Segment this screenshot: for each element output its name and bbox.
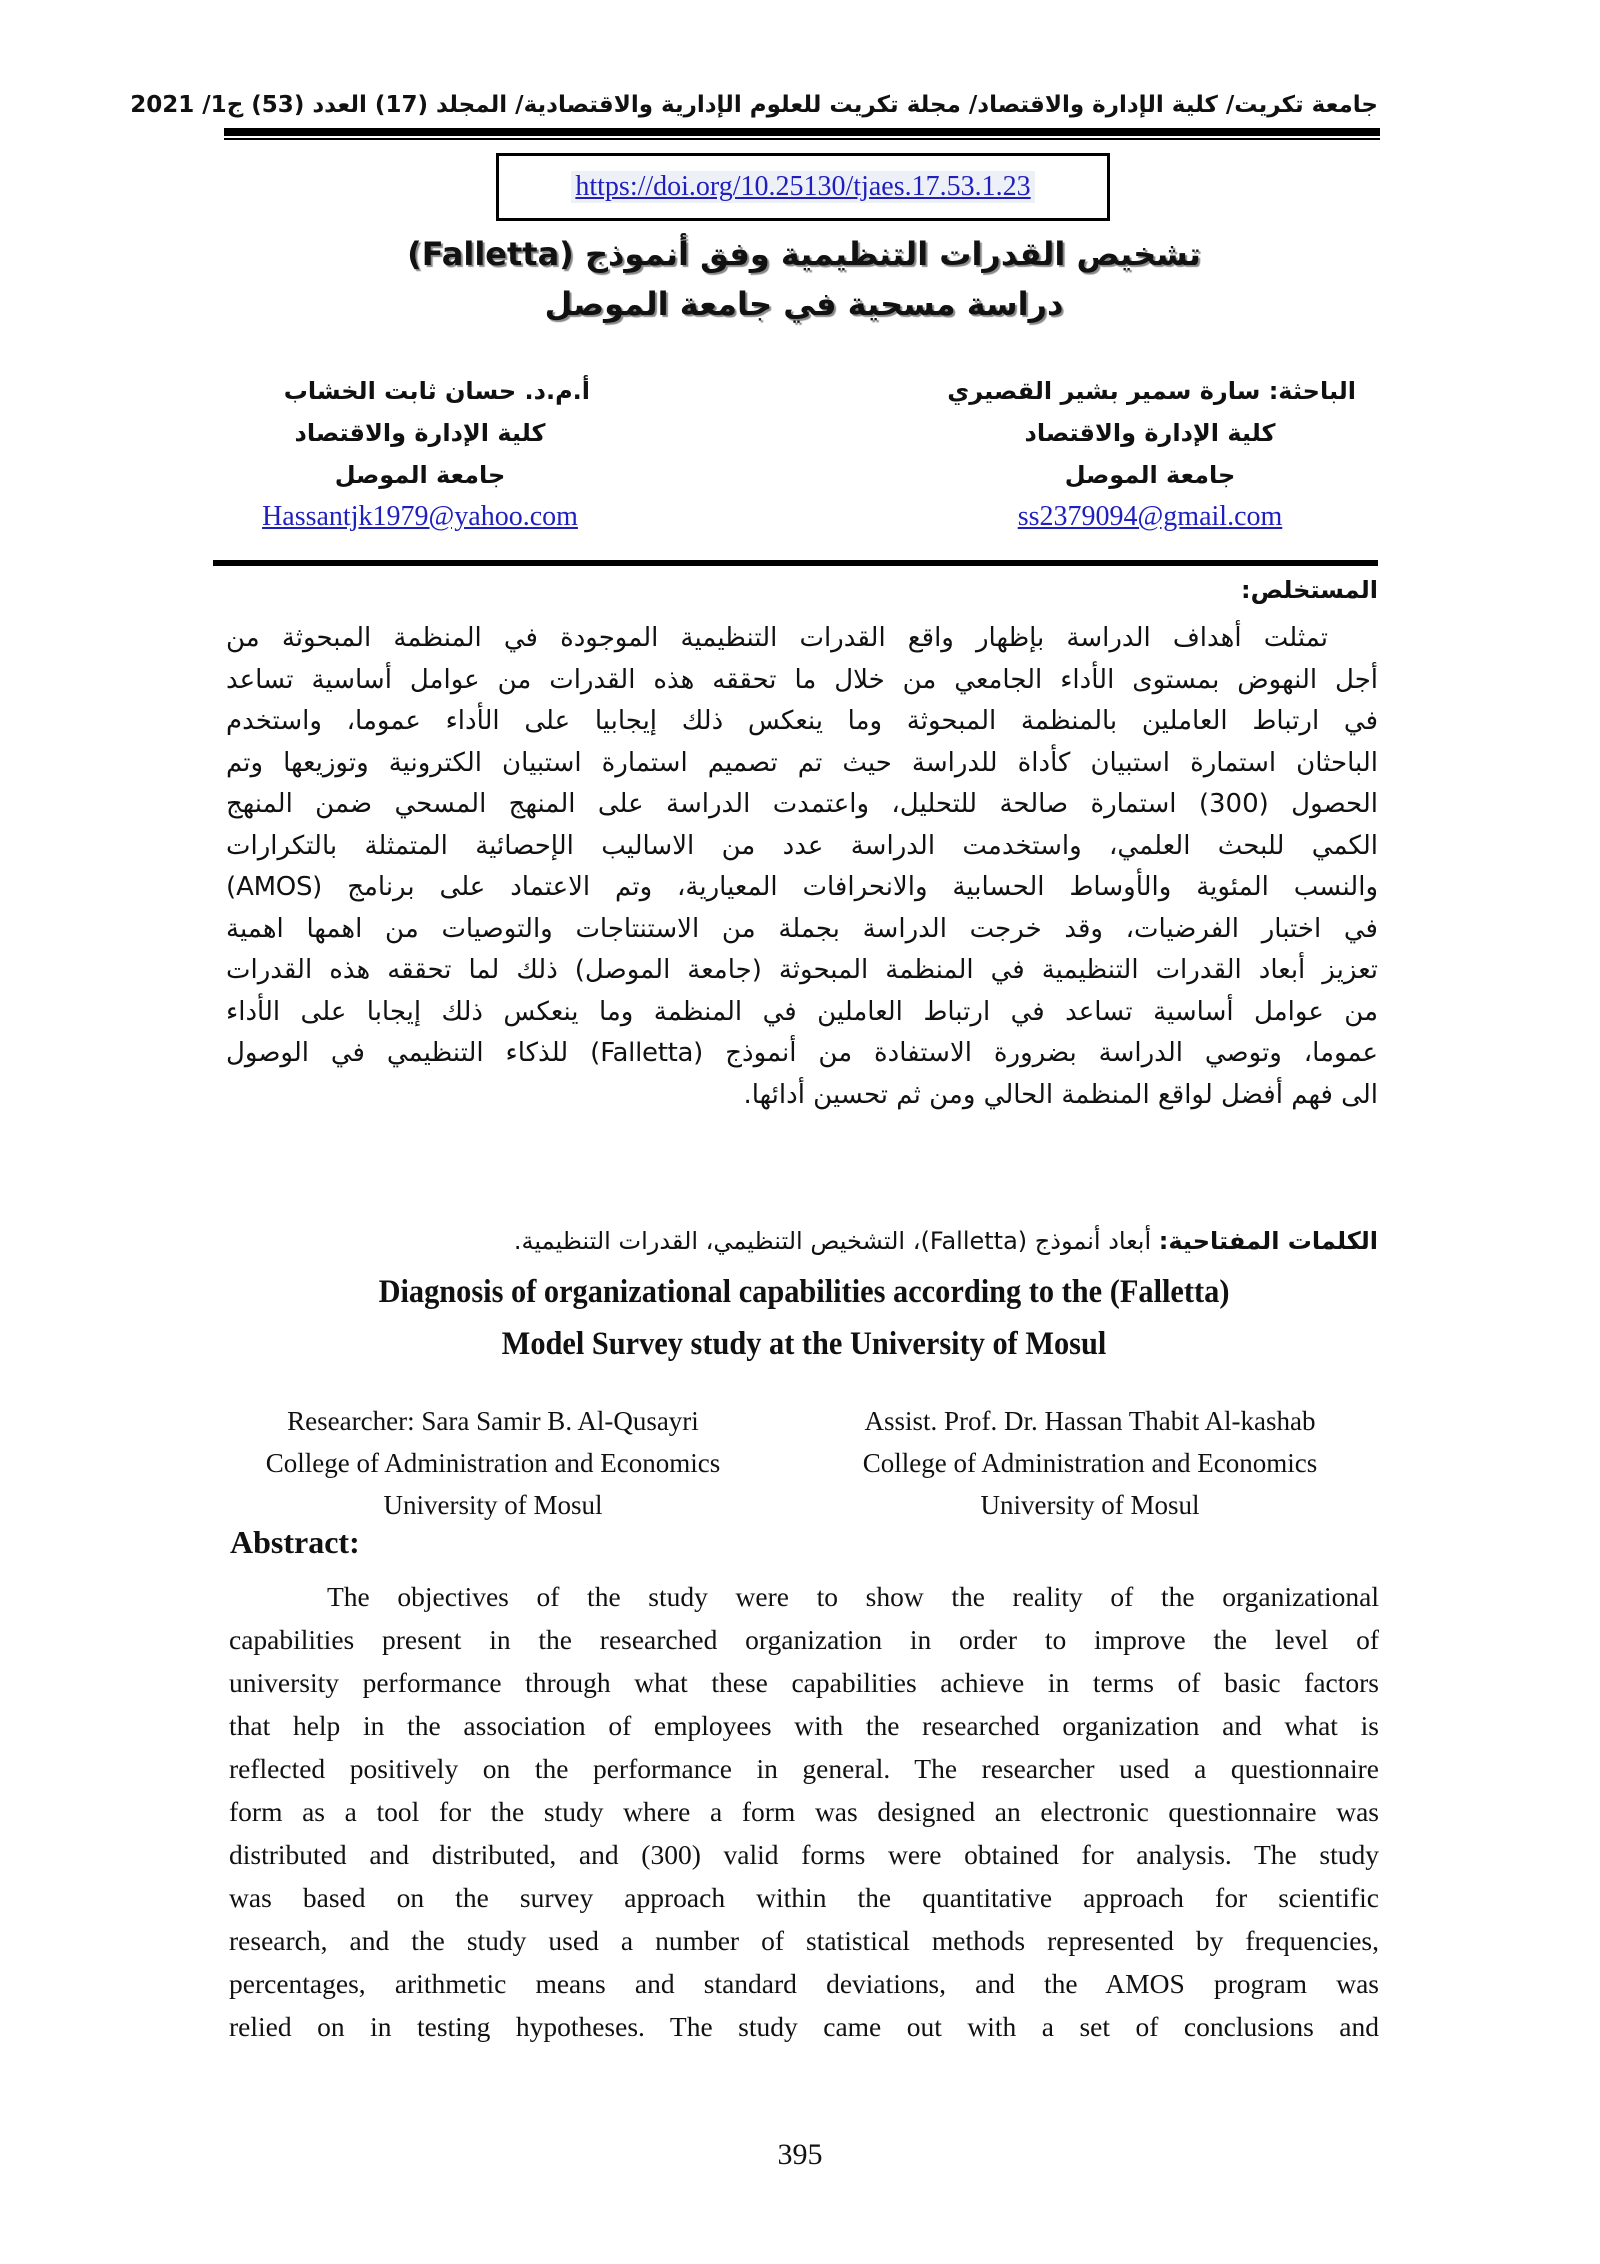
abstract-line: عموما، وتوصي الدراسة بضرورة الاستفادة من أنموذج (Falletta) للذكاء التنظيمي في الوصول xyxy=(226,1038,1378,1068)
abstract-line: The objectives of the study were to show the reality of the organizational xyxy=(327,1581,1379,1612)
doi-box xyxy=(496,153,1110,221)
english-abstract-body xyxy=(229,1575,1379,2048)
author-name: الباحثة: سارة سمير بشير القصيري xyxy=(947,377,1356,405)
arabic-keywords xyxy=(514,1222,1378,1260)
arabic-author-2 xyxy=(220,370,620,538)
english-title-line-2: Model Survey study at the University of Mosul xyxy=(501,1326,1107,1362)
author-email-link[interactable]: Hassantjk1979@yahoo.com xyxy=(262,501,578,532)
author-college: College of Administration and Economics xyxy=(265,1448,721,1478)
arabic-title-line-1: تشخيص القدرات التنظيمية وفق أنموذج (Falletta) xyxy=(407,235,1201,273)
abstract-line: الحصول (300) استمارة صالحة للتحليل، واعتمدت الدراسة على المنهج المسحي ضمن المنهج xyxy=(226,789,1378,819)
keywords-label: الكلمات المفتاحية: xyxy=(1158,1227,1378,1255)
abstract-line: that help in the association of employees with the researched organization and what is xyxy=(229,1710,1379,1741)
arabic-abstract-heading: المستخلص: xyxy=(1241,576,1378,604)
author-university: University of Mosul xyxy=(383,1490,603,1520)
page-number: 395 xyxy=(777,2138,823,2171)
author-college: College of Administration and Economics xyxy=(862,1448,1318,1478)
abstract-line: university performance through what these capabilities achieve in terms of basic factors xyxy=(229,1667,1379,1698)
author-email-link[interactable]: ss2379094@gmail.com xyxy=(1017,501,1283,532)
english-title-line-1: Diagnosis of organizational capabilities according to the (Falletta) xyxy=(378,1274,1230,1310)
section-divider xyxy=(213,560,1378,566)
abstract-line: والنسب المئوية والأوساط الحسابية والانحرافات المعيارية، وتم الاعتماد على برنامج (AMOS) xyxy=(226,872,1378,902)
author-name: أ.م.د. حسان ثابت الخشاب xyxy=(283,377,590,405)
arabic-author-1 xyxy=(900,370,1400,538)
abstract-line: أجل النهوض بمستوى الأداء الجامعي من خلال ما تحققه هذه القدرات من عوامل أساسية تساعد xyxy=(226,664,1378,695)
author-college: كلية الإدارة والاقتصاد xyxy=(1024,419,1276,447)
author-university: جامعة الموصل xyxy=(1064,461,1236,489)
abstract-line: الكمي للبحث العلمي، واستخدمت الدراسة عدد من الاساليب الإحصائية المتمثلة بالتكرارات xyxy=(226,830,1378,861)
abstract-line: تعزيز أبعاد القدرات التنظيمية في المنظمة المبحوثة (جامعة الموصل) ذلك لما تحققه هذه القدرات xyxy=(226,955,1378,985)
author-university: University of Mosul xyxy=(980,1490,1200,1520)
author-name: Assist. Prof. Dr. Hassan Thabit Al-kashab xyxy=(864,1406,1316,1436)
abstract-line: الى فهم أفضل لواقع المنظمة الحالي ومن ثم تحسين أدائها. xyxy=(743,1079,1378,1110)
abstract-line: الباحثان استمارة استبيان كأداة للدراسة حيث تم تصميم استمارة استبيان الكترونية وتوزيعها وتم xyxy=(226,747,1378,778)
keywords-text: أبعاد أنموذج (Falletta)، التشخيص التنظيمي، القدرات التنظيمية. xyxy=(513,1227,1159,1255)
journal-running-header: جامعة تكريت/ كلية الإدارة والاقتصاد/ مجلة تكريت للعلوم الإدارية والاقتصادية/ المجلد (17) العدد (53) ج1/ 2021 xyxy=(130,92,1378,118)
author-college: كلية الإدارة والاقتصاد xyxy=(294,419,546,447)
abstract-line: في اختبار الفرضيات، وقد خرجت الدراسة بجملة من الاستنتاجات والتوصيات من اهمها اهمية xyxy=(226,913,1378,944)
abstract-line: من عوامل أساسية تساعد في ارتباط العاملين في المنظمة وما ينعكس ذلك إيجابا على الأداء xyxy=(226,996,1378,1027)
arabic-abstract-body xyxy=(226,618,1378,1116)
doi-link[interactable]: https://doi.org/10.25130/tjaes.17.53.1.23 xyxy=(571,171,1034,203)
abstract-line: percentages, arithmetic means and standard deviations, and the AMOS program was xyxy=(229,1968,1379,1999)
header-rule-thick xyxy=(224,128,1380,136)
english-author-2 xyxy=(810,1400,1370,1526)
abstract-line: form as a tool for the study where a form was designed an electronic questionnaire was xyxy=(229,1796,1379,1827)
abstract-line: reflected positively on the performance in general. The researcher used a questionnaire xyxy=(229,1753,1379,1784)
author-name: Researcher: Sara Samir B. Al-Qusayri xyxy=(287,1406,699,1436)
abstract-line: capabilities present in the researched organization in order to improve the level of xyxy=(229,1624,1379,1655)
header-rule-thin xyxy=(224,138,1380,140)
abstract-line: distributed and distributed, and (300) valid forms were obtained for analysis. The study xyxy=(229,1839,1379,1870)
abstract-line: research, and the study used a number of statistical methods represented by frequencies, xyxy=(229,1925,1379,1956)
arabic-title-line-2: دراسة مسحية في جامعة الموصل xyxy=(544,285,1064,323)
abstract-line: relied on in testing hypotheses. The study came out with a set of conclusions and xyxy=(229,2011,1379,2042)
english-abstract-heading: Abstract: xyxy=(230,1524,360,1560)
abstract-line: was based on the survey approach within the quantitative approach for scientific xyxy=(229,1882,1379,1913)
abstract-line: في ارتباط العاملين بالمنظمة المبحوثة وما ينعكس ذلك إيجابيا على الأداء عموما، واستخدم xyxy=(226,706,1378,736)
abstract-line: تمثلت أهداف الدراسة بإظهار واقع القدرات التنظيمية الموجودة في المنظمة المبحوثة من xyxy=(226,623,1328,653)
author-university: جامعة الموصل xyxy=(334,461,506,489)
english-author-1 xyxy=(228,1400,758,1526)
